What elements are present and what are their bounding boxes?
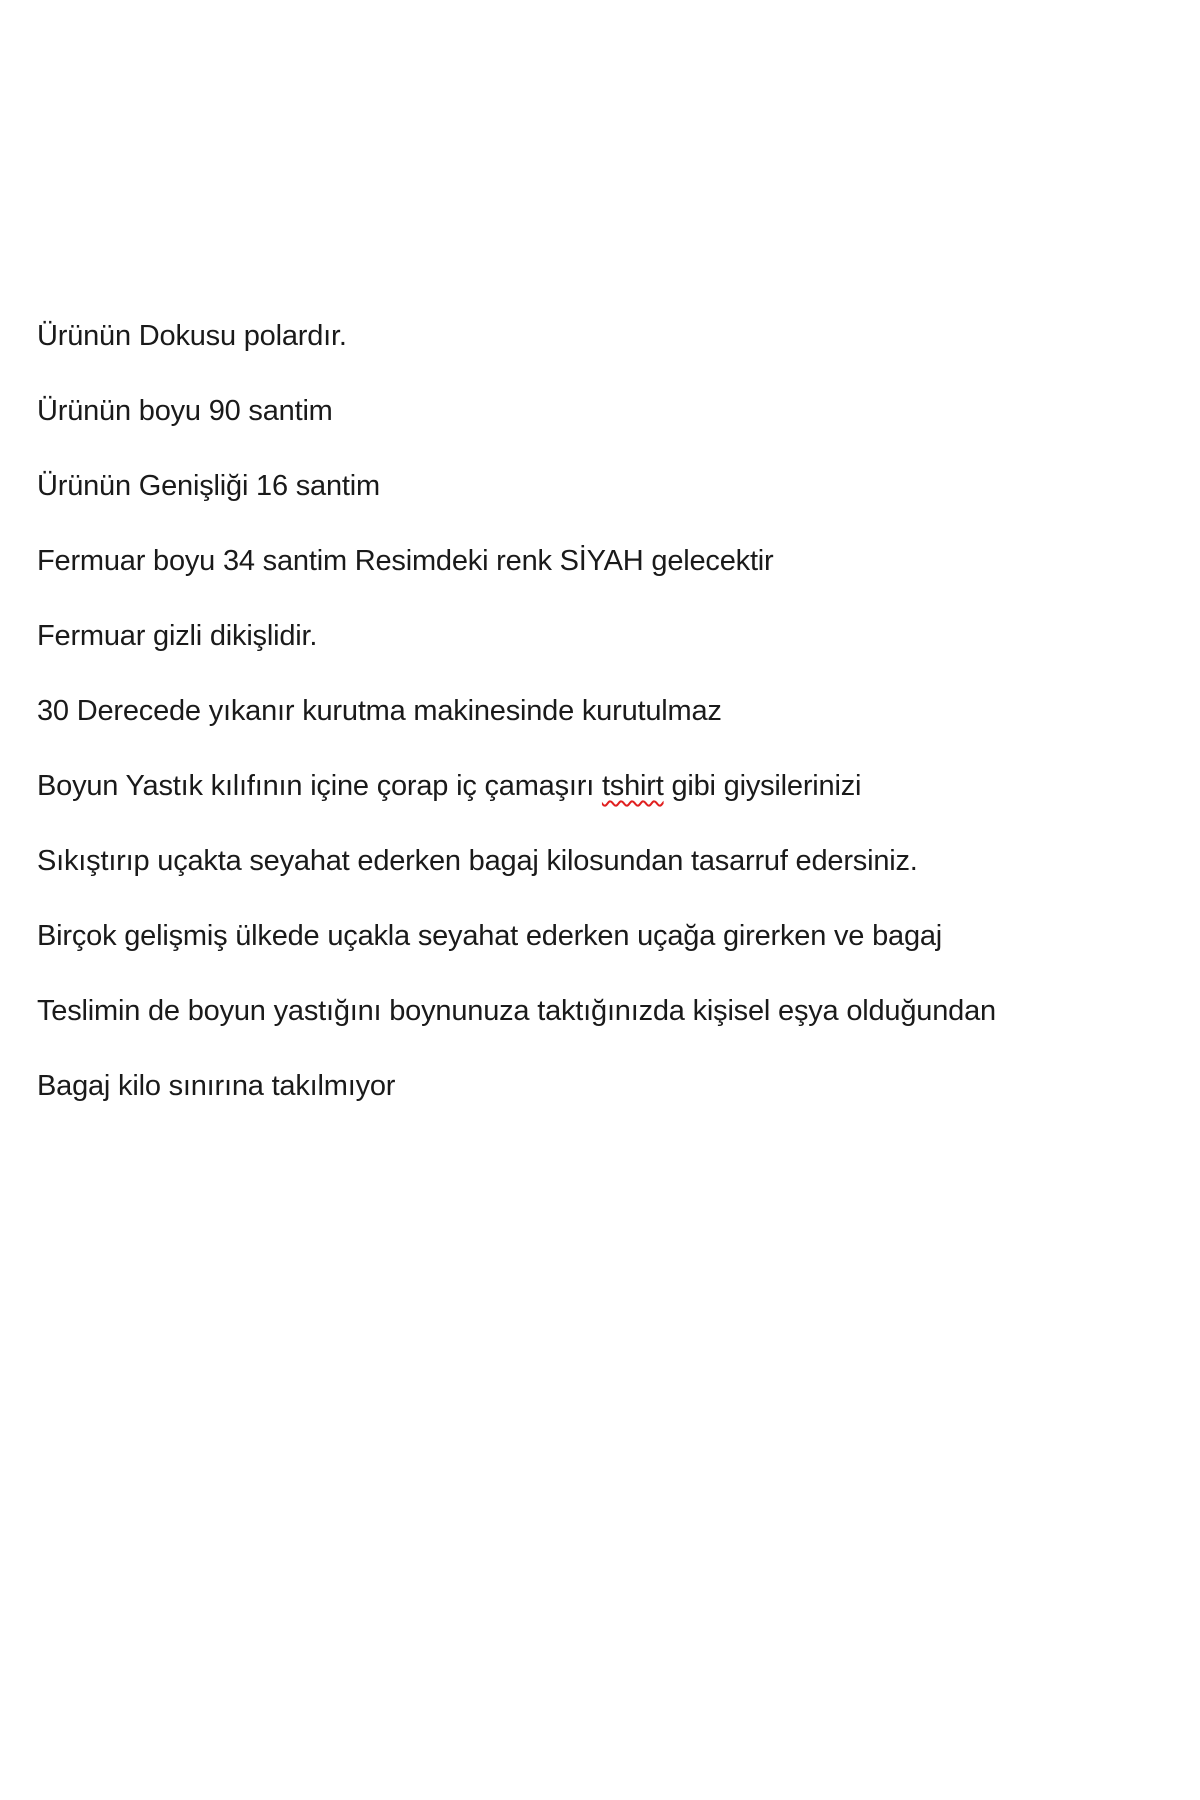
line-pillow-case	[37, 768, 1177, 804]
document-body	[37, 318, 1177, 1143]
line-zipper-stitch: Fermuar gizli dikişlidir.	[37, 620, 318, 652]
line-zipper-color: Fermuar boyu 34 santim Resimdeki renk SİYAH gelecektir	[37, 545, 774, 577]
line-weight-limit: Bagaj kilo sınırına takılmıyor	[37, 1070, 396, 1102]
line-pillow-case-after: gibi giysilerinizi	[663, 770, 862, 802]
line-personal-item: Teslimin de boyun yastığını boynunuza taktığınızda kişisel eşya olduğundan	[37, 995, 996, 1027]
line-width: Ürünün Genişliği 16 santim	[37, 470, 380, 502]
line-luggage-saving: Sıkıştırıp uçakta seyahat ederken bagaj kilosundan tasarruf edersiniz.	[37, 845, 918, 877]
line-washing: 30 Derecede yıkanır kurutma makinesinde kurutulmaz	[37, 695, 722, 727]
line-texture: Ürünün Dokusu polardır.	[37, 320, 347, 352]
line-pillow-case-before: Boyun Yastık kılıfının içine çorap iç çamaşırı	[37, 770, 602, 802]
spellcheck-flagged-word: tshirt	[601, 770, 664, 802]
line-length: Ürünün boyu 90 santim	[37, 395, 333, 427]
line-countries: Birçok gelişmiş ülkede uçakla seyahat ederken uçağa girerken ve bagaj	[37, 920, 943, 952]
